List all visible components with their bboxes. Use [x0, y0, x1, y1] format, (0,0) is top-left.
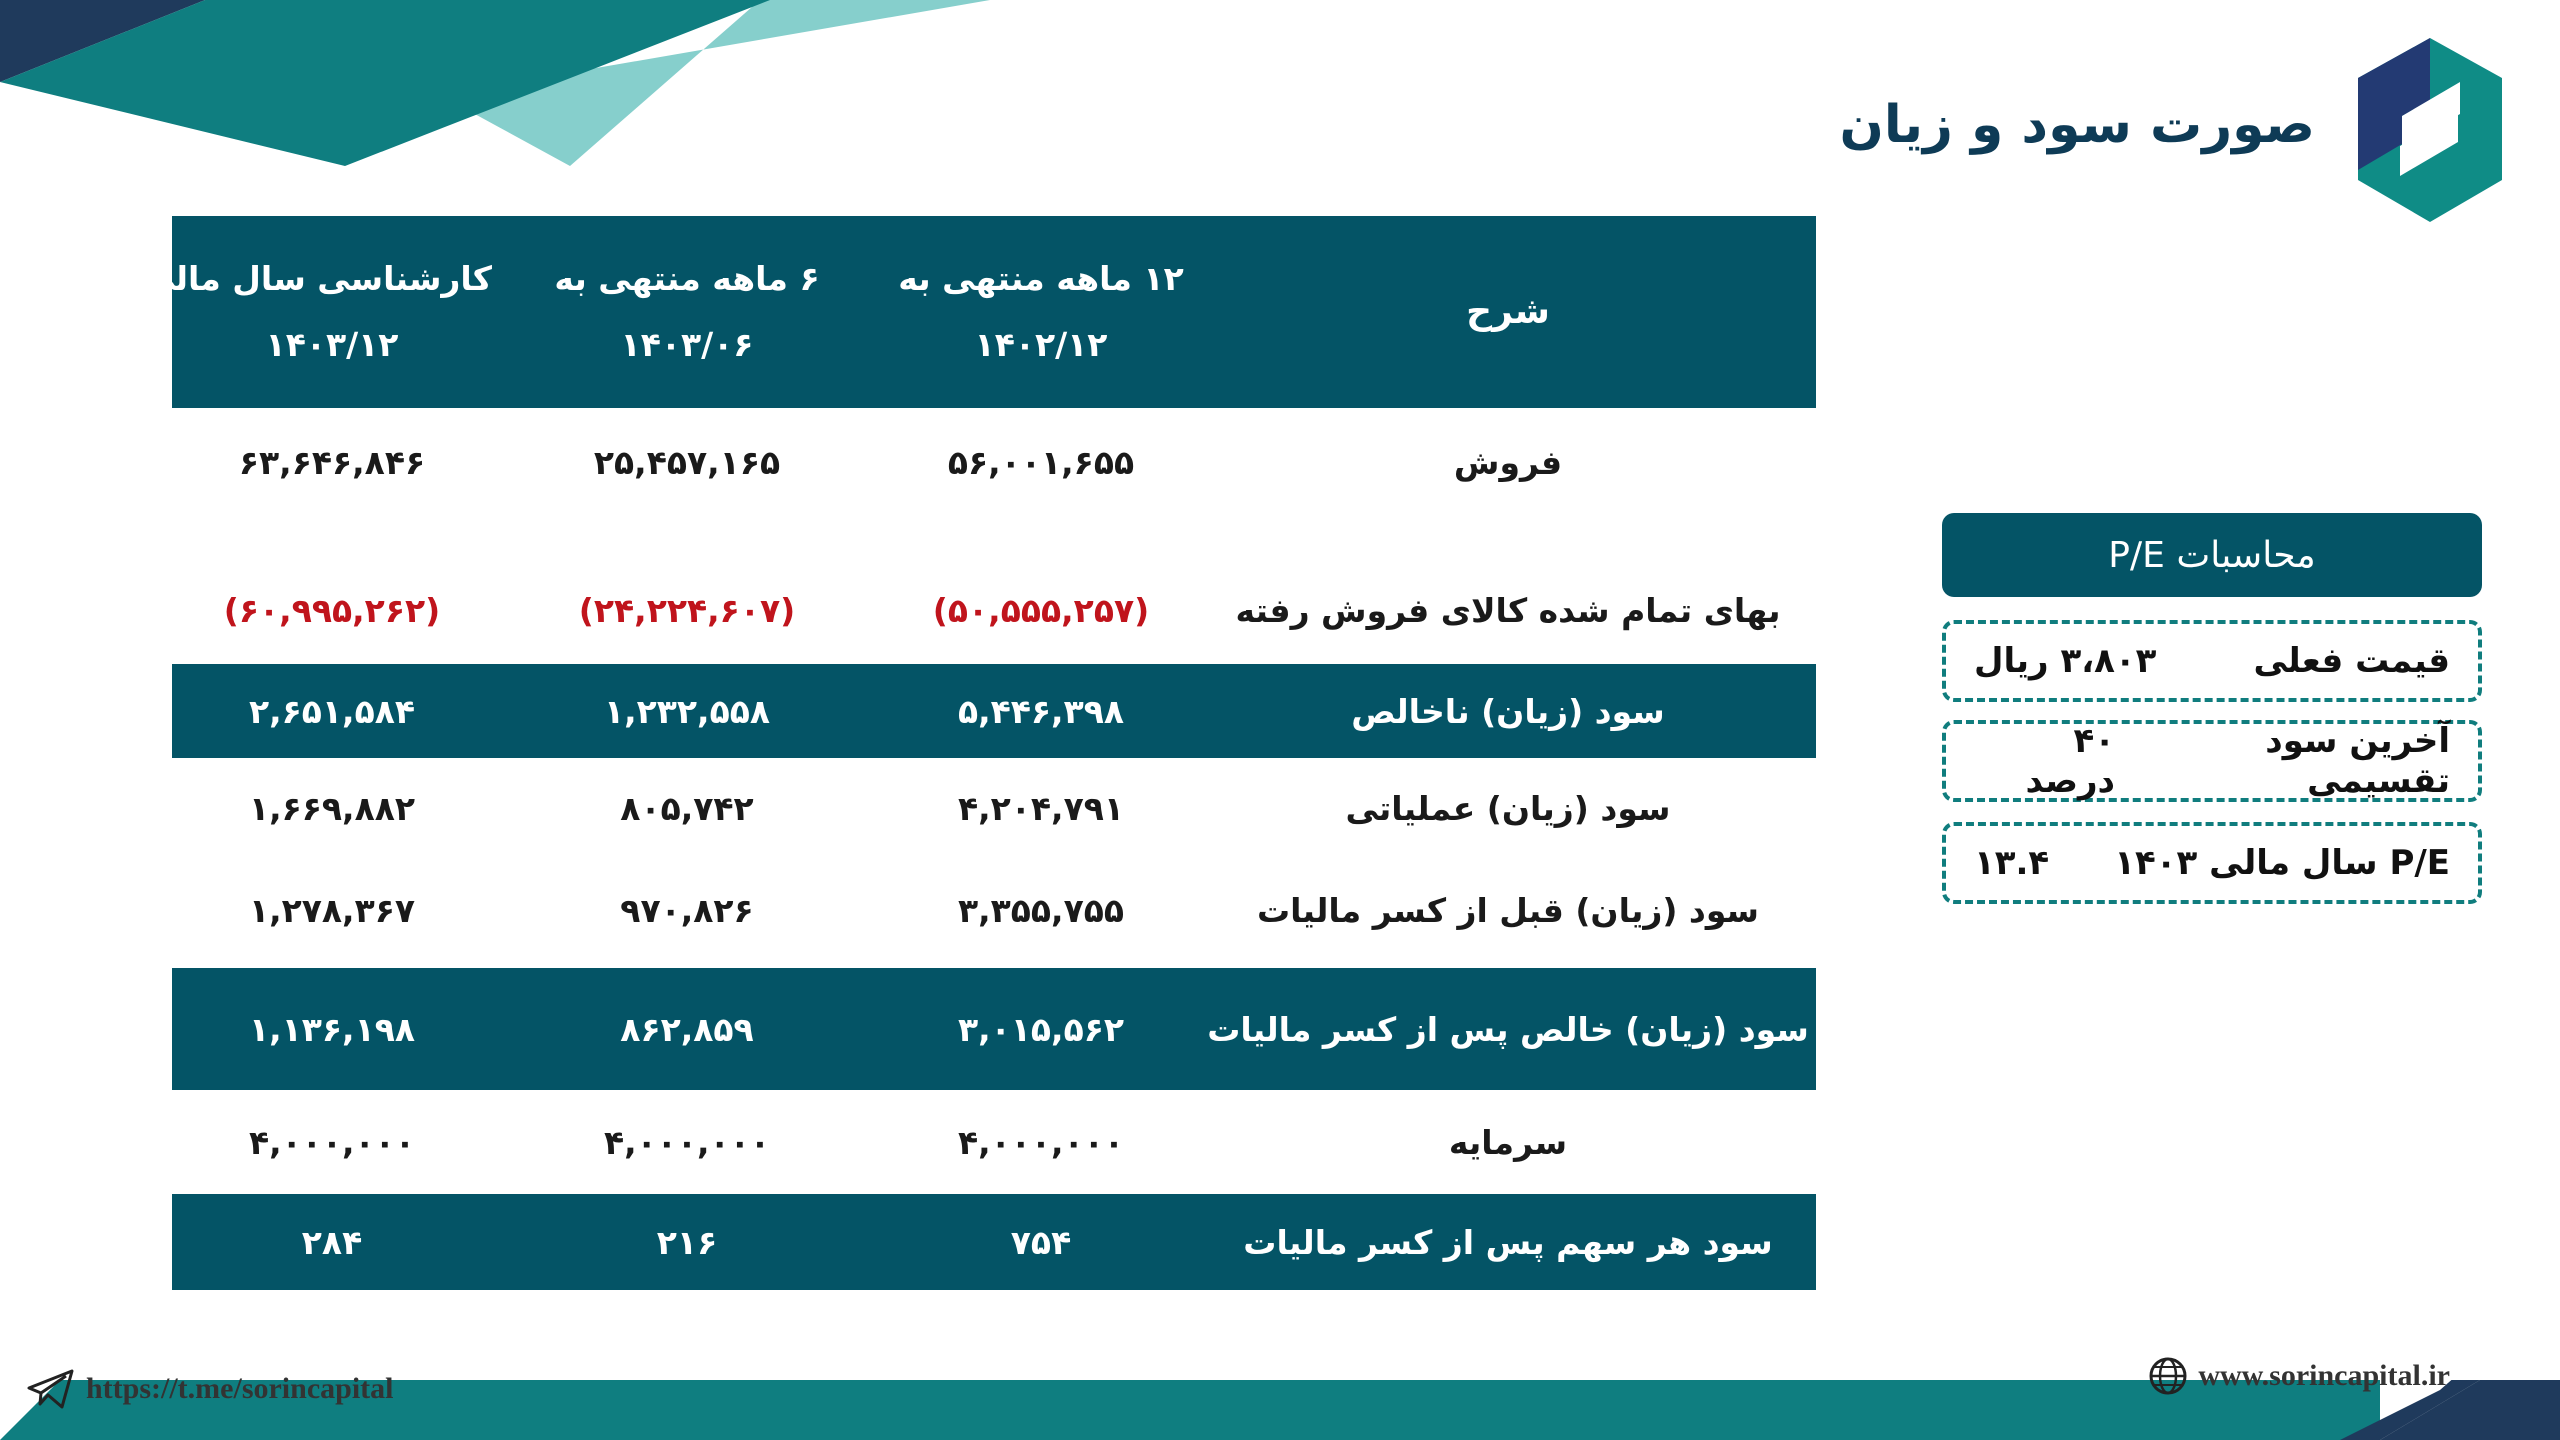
globe-icon	[2148, 1356, 2188, 1396]
pe-item-pe-ratio: P/E سال مالی ۱۴۰۳ ۱۳.۴	[1942, 822, 2482, 904]
income-statement-table	[142, 216, 1816, 1290]
table-row-operating-profit: سود (زیان) عملیاتی ۴,۲۰۴,۷۹۱ ۸۰۵,۷۴۲ ۱,۶۶۹,۸۸۲	[248, 788, 1671, 828]
pe-item-last-dividend: آخرین سود تقسیمی ۴۰ درصد	[1942, 720, 2482, 802]
table-row-gross-profit: سود (زیان) ناخالص ۵,۴۴۶,۳۹۸ ۱,۲۳۲,۵۵۸ ۲,۶۵۱,۵۸۴	[172, 664, 1816, 758]
table-header	[142, 216, 1816, 408]
table-row-sales: فروش ۵۶,۰۰۱,۶۵۵ ۲۵,۴۵۷,۱۶۵ ۶۳,۶۴۶,۸۴۶	[238, 442, 1563, 482]
sorin-logo-icon	[2340, 30, 2520, 230]
table-row-net-profit: سود (زیان) خالص پس از کسر مالیات ۳,۰۱۵,۵۶۲ ۸۶۲,۸۵۹ ۱,۱۳۶,۱۹۸	[172, 968, 1816, 1090]
header-decoration	[0, 0, 1000, 170]
telegram-icon	[26, 1368, 76, 1410]
website-link[interactable]: www.sorincapital.ir	[2148, 1356, 2450, 1396]
table-row-eps: سود هر سهم پس از کسر مالیات ۷۵۴ ۲۱۶ ۲۸۴	[172, 1194, 1816, 1290]
header-col-forecast-1403: کارشناسی سال مالی ۱۴۰۳/۱۲	[142, 259, 492, 364]
page-title: صورت سود و زیان	[1839, 95, 2315, 155]
pe-panel-title: محاسبات P/E	[1942, 513, 2482, 597]
header-col-12m-1402: ۱۲ ماهه منتهی به ۱۴۰۲/۱۲	[898, 259, 1184, 364]
header-col-6m-1403: ۶ ماهه منتهی به ۱۴۰۳/۰۶	[554, 259, 820, 364]
table-row-cogs: بهای تمام شده کالای فروش رفته (۵۰,۵۵۵,۲۵۷) (۲۴,۲۲۴,۶۰۷) (۶۰,۹۹۵,۲۶۲)	[223, 590, 1781, 630]
table-row-capital: سرمایه ۴,۰۰۰,۰۰۰ ۴,۰۰۰,۰۰۰ ۴,۰۰۰,۰۰۰	[248, 1122, 1568, 1162]
pe-item-current-price: قیمت فعلی ۳،۸۰۳ ریال	[1942, 620, 2482, 702]
telegram-link[interactable]: https://t.me/sorincapital	[26, 1368, 394, 1410]
table-row-pretax-profit: سود (زیان) قبل از کسر مالیات ۳,۳۵۵,۷۵۵ ۹۷۰,۸۲۶ ۱,۲۷۸,۳۶۷	[248, 890, 1759, 930]
header-description: شرح	[1466, 291, 1550, 332]
